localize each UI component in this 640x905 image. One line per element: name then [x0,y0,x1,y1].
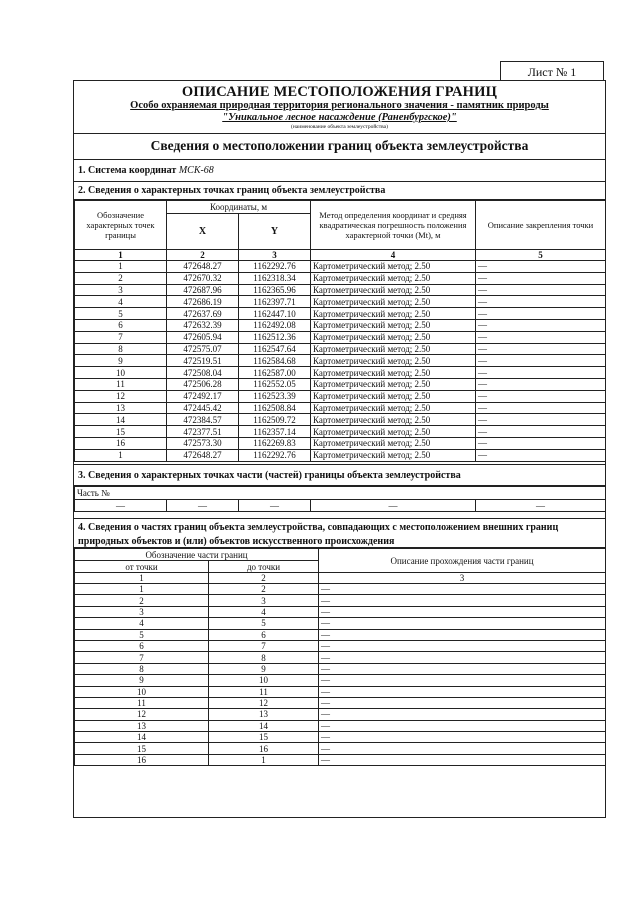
part-empty-cell: — [476,500,606,512]
fixing-value: — [476,296,606,308]
fixing-value: — [476,414,606,426]
fixing-value: — [476,261,606,273]
point-number: 5 [75,308,167,320]
from-point: 14 [75,732,209,743]
header-to-point: до точки [209,561,319,573]
info-title: Сведения о местоположении границ объекта землеустройства [74,133,605,160]
object-name: "Уникальное лесное насаждение (Раненбургское)" [222,112,457,123]
method-value: Картометрический метод; 2.50 [311,414,476,426]
document-header [74,81,605,134]
coordinate-x: 472648.27 [167,449,239,461]
boundary-part-row [75,618,606,629]
section-4-title: 4. Сведения о частях границ объекта землеустройства, совпадающих с местоположением внешних границ природных объектов и (или) объектов искусственного происхождения [74,518,605,548]
coordinate-y: 1162269.83 [239,437,311,449]
point-row [75,378,606,390]
method-value: Картометрический метод; 2.50 [311,367,476,379]
point-row [75,367,606,379]
column-number: 4 [311,250,476,261]
from-point: 10 [75,686,209,697]
boundary-part-row [75,584,606,595]
part-description: — [319,697,606,708]
coordinate-y: 1162492.08 [239,319,311,331]
part-description: — [319,720,606,731]
fixing-value: — [476,426,606,438]
to-point: 10 [209,675,319,686]
fixing-value: — [476,437,606,449]
section-2-title: 2. Сведения о характерных точках границ объекта землеустройства [74,182,605,200]
part-description: — [319,584,606,595]
fixing-value: — [476,284,606,296]
parts-characteristic-points-table [74,486,606,512]
coordinate-y: 1162365.96 [239,284,311,296]
coordinate-x: 472637.69 [167,308,239,320]
part-empty-cell: — [311,500,476,512]
header-part-desc: Описание прохождения части границ [319,549,606,573]
coordinate-x: 472686.19 [167,296,239,308]
coordinate-x: 472687.96 [167,284,239,296]
point-number: 4 [75,296,167,308]
point-row [75,319,606,331]
coordinate-y: 1162318.34 [239,272,311,284]
fixing-value: — [476,272,606,284]
point-number: 10 [75,367,167,379]
object-name-caption: (наименование объекта землеустройства) [291,124,388,130]
section-1-coordinate-system [74,160,605,182]
part-number-label: Часть № [75,487,606,500]
coordinate-y: 1162292.76 [239,261,311,273]
method-value: Картометрический метод; 2.50 [311,449,476,461]
point-row [75,308,606,320]
from-point: 11 [75,697,209,708]
from-point: 16 [75,754,209,765]
method-value: Картометрический метод; 2.50 [311,426,476,438]
coordinate-x: 472508.04 [167,367,239,379]
coordinate-y: 1162397.71 [239,296,311,308]
section-1-value: МСК-68 [178,165,214,176]
point-number: 15 [75,426,167,438]
to-point: 1 [209,754,319,765]
from-point: 1 [75,584,209,595]
coordinate-y: 1162508.84 [239,402,311,414]
column-number: 1 [75,250,167,261]
method-value: Картометрический метод; 2.50 [311,355,476,367]
point-row [75,402,606,414]
document-subtitle: Особо охраняемая природная территория регионального значения - памятник природы [130,100,549,111]
boundary-parts-table [74,548,606,766]
to-point: 12 [209,697,319,708]
point-row [75,331,606,343]
coordinate-x: 472445.42 [167,402,239,414]
point-number: 7 [75,331,167,343]
coordinate-y: 1162547.64 [239,343,311,355]
boundary-description-document [73,80,606,818]
point-number: 16 [75,437,167,449]
coordinate-y: 1162552.05 [239,378,311,390]
part-empty-cell: — [167,500,239,512]
point-row [75,296,606,308]
column-number: 3 [319,573,606,584]
section-1-label: 1. Система координат [78,165,177,176]
coordinate-y: 1162447.10 [239,308,311,320]
fixing-value: — [476,319,606,331]
boundary-part-row [75,629,606,640]
fixing-value: — [476,355,606,367]
to-point: 5 [209,618,319,629]
column-number: 2 [209,573,319,584]
part-description: — [319,709,606,720]
coordinate-y: 1162523.39 [239,390,311,402]
point-number: 1 [75,261,167,273]
point-row [75,272,606,284]
part-description: — [319,754,606,765]
point-row [75,343,606,355]
part-empty-row [75,500,606,512]
column-number: 5 [476,250,606,261]
column-numbers-row [75,250,606,261]
part-description: — [319,618,606,629]
point-number: 8 [75,343,167,355]
method-value: Картометрический метод; 2.50 [311,402,476,414]
part-description: — [319,652,606,663]
from-point: 2 [75,595,209,606]
header-x: X [167,214,239,250]
points-table [74,200,606,462]
header-point-label: Обозначение характерных точек границы [75,201,167,250]
point-number: 6 [75,319,167,331]
part-description: — [319,629,606,640]
method-value: Картометрический метод; 2.50 [311,343,476,355]
header-part-label: Обозначение части границ [75,549,319,561]
method-value: Картометрический метод; 2.50 [311,261,476,273]
to-point: 7 [209,640,319,651]
coordinate-x: 472377.51 [167,426,239,438]
boundary-part-row [75,640,606,651]
point-number: 13 [75,402,167,414]
coordinate-x: 472573.30 [167,437,239,449]
method-value: Картометрический метод; 2.50 [311,390,476,402]
boundary-part-row [75,754,606,765]
coordinate-x: 472492.17 [167,390,239,402]
section-3-title: 3. Сведения о характерных точках части (частей) границы объекта землеустройства [74,464,605,486]
boundary-part-row [75,686,606,697]
from-point: 5 [75,629,209,640]
document-title: ОПИСАНИЕ МЕСТОПОЛОЖЕНИЯ ГРАНИЦ [181,84,498,100]
from-point: 13 [75,720,209,731]
to-point: 8 [209,652,319,663]
boundary-part-row [75,697,606,708]
part-description: — [319,675,606,686]
method-value: Картометрический метод; 2.50 [311,378,476,390]
header-from-point: от точки [75,561,209,573]
coordinate-x: 472519.51 [167,355,239,367]
boundary-part-row [75,709,606,720]
from-point: 15 [75,743,209,754]
to-point: 11 [209,686,319,697]
coordinate-x: 472605.94 [167,331,239,343]
method-value: Картометрический метод; 2.50 [311,319,476,331]
to-point: 9 [209,663,319,674]
point-row [75,355,606,367]
fixing-value: — [476,402,606,414]
point-row [75,261,606,273]
part-description: — [319,640,606,651]
boundary-part-row [75,675,606,686]
method-value: Картометрический метод; 2.50 [311,437,476,449]
boundary-part-row [75,606,606,617]
fixing-value: — [476,378,606,390]
coordinate-x: 472670.32 [167,272,239,284]
point-row [75,437,606,449]
boundary-part-row [75,652,606,663]
coordinate-x: 472632.39 [167,319,239,331]
coordinate-y: 1162587.00 [239,367,311,379]
part-description: — [319,663,606,674]
from-point: 7 [75,652,209,663]
header-fixing: Описание закрепления точки [476,201,606,250]
coordinate-y: 1162357.14 [239,426,311,438]
boundary-part-row [75,720,606,731]
from-point: 12 [75,709,209,720]
point-number: 14 [75,414,167,426]
fixing-value: — [476,343,606,355]
method-value: Картометрический метод; 2.50 [311,296,476,308]
boundary-part-row [75,743,606,754]
point-number: 1 [75,449,167,461]
to-point: 6 [209,629,319,640]
sheet-number-label: Лист № 1 [500,61,604,81]
fixing-value: — [476,367,606,379]
part-empty-cell: — [239,500,311,512]
method-value: Картометрический метод; 2.50 [311,284,476,296]
from-point: 9 [75,675,209,686]
fixing-value: — [476,331,606,343]
method-value: Картометрический метод; 2.50 [311,331,476,343]
to-point: 15 [209,732,319,743]
part-empty-cell: — [75,500,167,512]
column-number: 3 [239,250,311,261]
from-point: 4 [75,618,209,629]
to-point: 3 [209,595,319,606]
part-description: — [319,743,606,754]
boundary-part-row [75,663,606,674]
point-number: 3 [75,284,167,296]
part-description: — [319,732,606,743]
coordinate-x: 472506.28 [167,378,239,390]
point-row [75,414,606,426]
from-point: 3 [75,606,209,617]
from-point: 6 [75,640,209,651]
method-value: Картометрический метод; 2.50 [311,308,476,320]
to-point: 14 [209,720,319,731]
coordinate-x: 472384.57 [167,414,239,426]
point-number: 9 [75,355,167,367]
column-numbers-row [75,573,606,584]
to-point: 4 [209,606,319,617]
header-y: Y [239,214,311,250]
point-row [75,449,606,461]
point-row [75,390,606,402]
coordinate-y: 1162292.76 [239,449,311,461]
point-row [75,284,606,296]
to-point: 16 [209,743,319,754]
coordinate-x: 472575.07 [167,343,239,355]
coordinate-y: 1162584.68 [239,355,311,367]
point-number: 11 [75,378,167,390]
fixing-value: — [476,449,606,461]
part-description: — [319,606,606,617]
part-description: — [319,595,606,606]
to-point: 13 [209,709,319,720]
header-coordinates: Координаты, м [167,201,311,214]
from-point: 8 [75,663,209,674]
point-number: 2 [75,272,167,284]
header-method: Метод определения координат и средняя квадратическая погрешность положения характерной точки (Mt), м [311,201,476,250]
column-number: 2 [167,250,239,261]
method-value: Картометрический метод; 2.50 [311,272,476,284]
coordinate-y: 1162509.72 [239,414,311,426]
part-description: — [319,686,606,697]
fixing-value: — [476,390,606,402]
column-number: 1 [75,573,209,584]
coordinate-y: 1162512.36 [239,331,311,343]
point-number: 12 [75,390,167,402]
boundary-part-row [75,732,606,743]
coordinate-x: 472648.27 [167,261,239,273]
to-point: 2 [209,584,319,595]
fixing-value: — [476,308,606,320]
point-row [75,426,606,438]
boundary-part-row [75,595,606,606]
